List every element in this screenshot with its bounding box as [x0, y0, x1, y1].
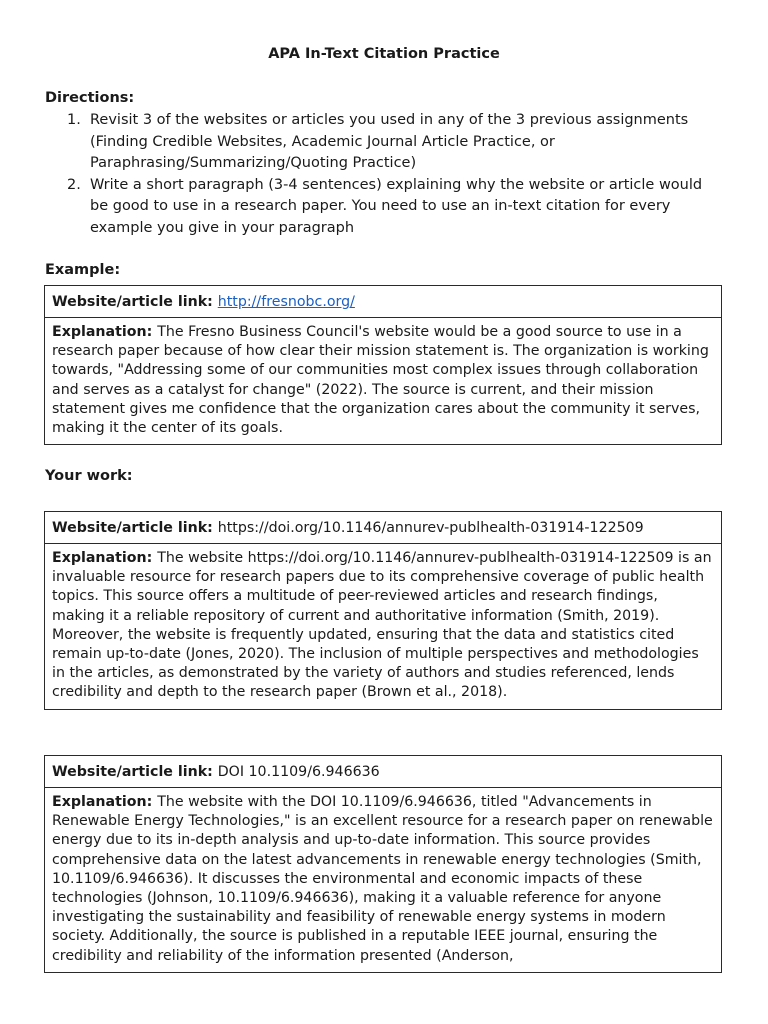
- example-table: [44, 285, 722, 445]
- direction-text: Revisit 3 of the websites or articles you used in any of the 3 previous assignments (Finding Credible Websites, Academic Journal Article Practice, or Paraphrasing/Summarizing/Quoting Practice): [90, 112, 689, 171]
- work-link: DOI 10.1109/6.946636: [217, 764, 380, 780]
- explanation-label: Explanation:: [52, 550, 158, 566]
- your-work-label: Your work:: [45, 468, 133, 484]
- example-label: Example:: [45, 262, 121, 278]
- work-link: https://doi.org/10.1146/annurev-publhealth-031914-122509: [217, 520, 644, 536]
- direction-text: Write a short paragraph (3-4 sentences) explaining why the website or article would be good to use in a research paper. You need to use an in-text citation for every example you give in your paragraph: [90, 176, 703, 236]
- explanation-text: The website with the DOI 10.1109/6.946636, titled "Advancements in Renewable Energy Technologies," is an excellent resource for a research paper on renewable energy due to its in-depth analysis and up-to-date information. This source provides comprehensive data on the latest advancements in renewable energy technologies (Smith, 10.1109/6.946636). It discusses the environmental and economic impacts of these technologies (Johnson, 10.1109/6.946636), making it a valuable reference for anyone investigating the sustainability and feasibility of renewable energy systems in modern society. Additionally, the source is published in a reputable IEEE journal, ensuring the credibility and reliability of the information presented (Anderson,: [52, 794, 713, 964]
- directions-label: Directions:: [45, 90, 135, 106]
- explanation-text: The Fresno Business Council's website would be a good source to use in a research paper because of how clear their mission statement is. The organization is working towards, "Addressing some of our communities most complex issues through collaboration and serves as a catalyst for change" (2022). The source is current, and their mission statement gives me confidence that the organization cares about the community it serves, making it the center of its goals.: [52, 324, 709, 437]
- link-row: [45, 512, 721, 544]
- example-link[interactable]: http://fresnobc.org/: [217, 294, 355, 310]
- page-title: APA In-Text Citation Practice: [268, 46, 500, 62]
- explanation-row: [45, 318, 721, 444]
- direction-item: [45, 110, 717, 175]
- explanation-label: Explanation:: [52, 324, 158, 340]
- work-table-1: [44, 511, 722, 710]
- explanation-text: The website https://doi.org/10.1146/annurev-publhealth-031914-122509 is an invaluable resource for research papers due to its comprehensive coverage of public health topics. This source offers a multitude of peer-reviewed articles and research findings, making it a reliable repository of current and authoritative information (Smith, 2019). Moreover, the website is frequently updated, ensuring that the data and statistics cited remain up-to-date (Jones, 2020). The inclusion of multiple perspectives and methodologies in the articles, as demonstrated by the variety of authors and studies referenced, lends credibility and depth to the research paper (Brown et al., 2018).: [52, 550, 712, 701]
- directions-list: [45, 110, 717, 239]
- direction-item: [45, 175, 717, 240]
- direction-number: 1.: [67, 112, 81, 128]
- link-label: Website/article link:: [52, 520, 218, 536]
- link-row: [45, 756, 721, 788]
- link-row: [45, 286, 721, 318]
- work-table-2: [44, 755, 722, 973]
- link-label: Website/article link:: [52, 294, 218, 310]
- link-label: Website/article link:: [52, 764, 218, 780]
- explanation-row: [45, 544, 721, 709]
- explanation-label: Explanation:: [52, 794, 158, 810]
- explanation-row: [45, 788, 721, 972]
- direction-number: 2.: [67, 176, 81, 193]
